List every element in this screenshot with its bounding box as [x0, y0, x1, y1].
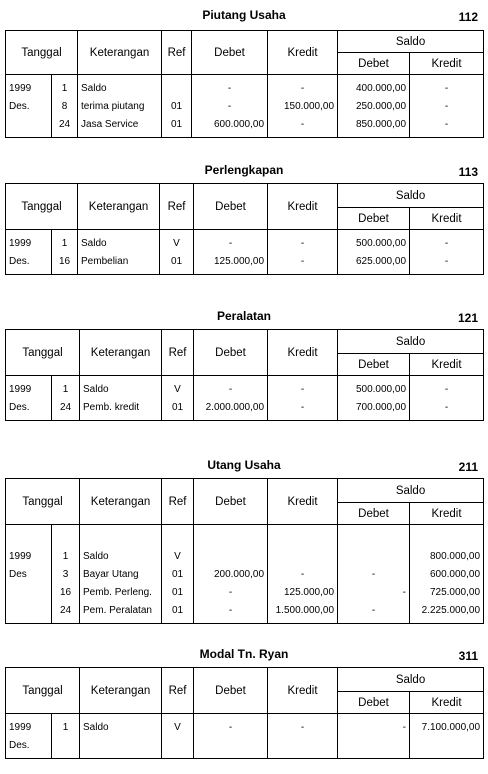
cell-desc: Bayar Utang	[80, 565, 162, 583]
cell-ref: 01	[162, 115, 192, 138]
ledger-section-piutang-usaha	[0, 8, 488, 158]
cell-kredit: 1.500.000,00	[268, 601, 338, 624]
cell-saldo-kredit: 600.000,00	[410, 565, 484, 583]
cell-kredit: -	[268, 565, 338, 583]
header-saldo-debet: Debet	[338, 354, 410, 376]
ledger-section-peralatan	[0, 309, 488, 429]
ledger-table	[5, 478, 484, 624]
account-number: 112	[458, 10, 478, 24]
cell-debet: -	[194, 230, 268, 253]
header-saldo-kredit: Kredit	[410, 354, 484, 376]
header-saldo: Saldo	[338, 31, 484, 53]
account-title: Modal Tn. Ryan	[199, 647, 289, 661]
account-title: Peralatan	[216, 309, 272, 323]
table-row	[6, 230, 484, 253]
header-ref: Ref	[162, 668, 194, 714]
cell-period: 1999	[6, 230, 52, 253]
cell-saldo-debet: -	[338, 714, 410, 737]
header-tanggal: Tanggal	[6, 479, 80, 525]
ledger-section-perlengkapan	[0, 163, 488, 283]
cell-kredit: 125.000,00	[268, 583, 338, 601]
cell-period: Des.	[6, 398, 52, 421]
header-saldo: Saldo	[338, 668, 484, 692]
cell-desc: Saldo	[80, 714, 162, 737]
table-row	[6, 525, 484, 548]
cell-saldo-debet: -	[338, 583, 410, 601]
cell-saldo-kredit: -	[410, 252, 484, 275]
cell-kredit: -	[268, 252, 338, 275]
cell-day: 24	[52, 115, 78, 138]
cell-kredit	[268, 525, 338, 548]
cell-debet: 125.000,00	[194, 252, 268, 275]
cell-debet: -	[194, 376, 268, 399]
table-row	[6, 97, 484, 115]
ledger-table	[5, 183, 484, 275]
header-keterangan: Keterangan	[80, 668, 162, 714]
cell-kredit: -	[268, 398, 338, 421]
cell-day	[52, 525, 80, 548]
cell-day: 16	[52, 583, 80, 601]
table-row	[6, 565, 484, 583]
cell-day: 24	[52, 601, 80, 624]
cell-saldo-kredit: 7.100.000,00	[410, 714, 484, 737]
ledger-table	[5, 30, 484, 138]
header-keterangan: Keterangan	[80, 330, 162, 376]
account-number: 121	[457, 311, 478, 325]
header-debet: Debet	[194, 479, 268, 525]
cell-saldo-kredit: 2.225.000,00	[410, 601, 484, 624]
cell-desc: Pem. Peralatan	[80, 601, 162, 624]
header-tanggal: Tanggal	[6, 184, 78, 230]
header-saldo-debet: Debet	[338, 208, 410, 230]
header-ref: Ref	[160, 184, 194, 230]
cell-ref	[162, 75, 192, 98]
cell-day: 1	[52, 75, 78, 98]
header-ref: Ref	[162, 31, 192, 75]
cell-debet	[194, 736, 268, 759]
cell-desc: Pemb. kredit	[80, 398, 162, 421]
ledger-table	[5, 329, 484, 421]
cell-debet	[194, 547, 268, 565]
cell-kredit: -	[268, 230, 338, 253]
table-row	[6, 398, 484, 421]
cell-desc: Saldo	[80, 547, 162, 565]
cell-saldo-debet: 400.000,00	[338, 75, 410, 98]
cell-debet: 2.000.000,00	[194, 398, 268, 421]
cell-kredit	[268, 736, 338, 759]
table-row	[6, 736, 484, 759]
cell-debet	[194, 525, 268, 548]
table-row	[6, 115, 484, 138]
cell-day: 1	[52, 230, 78, 253]
cell-saldo-kredit: -	[410, 376, 484, 399]
cell-saldo-debet: 500.000,00	[338, 230, 410, 253]
cell-saldo-kredit: -	[410, 230, 484, 253]
table-row	[6, 547, 484, 565]
cell-saldo-debet: 625.000,00	[338, 252, 410, 275]
cell-kredit: -	[268, 115, 338, 138]
header-kredit: Kredit	[268, 479, 338, 525]
cell-saldo-debet	[338, 525, 410, 548]
cell-day: 16	[52, 252, 78, 275]
header-keterangan: Keterangan	[78, 31, 162, 75]
header-tanggal: Tanggal	[6, 330, 80, 376]
cell-debet: 600.000,00	[192, 115, 268, 138]
cell-desc	[80, 736, 162, 759]
cell-period: 1999	[6, 75, 52, 98]
header-tanggal: Tanggal	[6, 31, 78, 75]
cell-saldo-kredit	[410, 736, 484, 759]
header-keterangan: Keterangan	[80, 479, 162, 525]
account-title: Utang Usaha	[207, 458, 281, 472]
cell-kredit: 150.000,00	[268, 97, 338, 115]
cell-period: Des	[6, 565, 52, 583]
account-number: 311	[458, 649, 478, 663]
ledger-section-modal-tn-ryan	[0, 647, 488, 772]
cell-desc: Saldo	[80, 376, 162, 399]
cell-day	[52, 736, 80, 759]
cell-debet: 200.000,00	[194, 565, 268, 583]
cell-day: 1	[52, 376, 80, 399]
cell-desc: Jasa Service	[78, 115, 162, 138]
cell-desc	[80, 525, 162, 548]
cell-period: Des.	[6, 252, 52, 275]
cell-saldo-debet: 850.000,00	[338, 115, 410, 138]
cell-day: 1	[52, 714, 80, 737]
cell-ref: V	[160, 230, 194, 253]
cell-ref: V	[162, 376, 194, 399]
cell-saldo-debet: 500.000,00	[338, 376, 410, 399]
header-ref: Ref	[162, 479, 194, 525]
header-keterangan: Keterangan	[78, 184, 160, 230]
cell-debet: -	[192, 97, 268, 115]
cell-day: 1	[52, 547, 80, 565]
cell-saldo-debet: 700.000,00	[338, 398, 410, 421]
cell-desc: Pembelian	[78, 252, 160, 275]
header-saldo: Saldo	[338, 330, 484, 354]
cell-ref: V	[162, 547, 194, 565]
cell-kredit	[268, 547, 338, 565]
table-row	[6, 583, 484, 601]
cell-ref: 01	[160, 252, 194, 275]
cell-ref: 01	[162, 565, 194, 583]
cell-saldo-kredit: -	[410, 115, 484, 138]
cell-kredit: -	[268, 714, 338, 737]
header-saldo-debet: Debet	[338, 53, 410, 75]
table-row	[6, 252, 484, 275]
cell-desc: Pemb. Perleng.	[80, 583, 162, 601]
header-saldo-debet: Debet	[338, 692, 410, 714]
header-saldo-kredit: Kredit	[410, 503, 484, 525]
cell-period: 1999	[6, 376, 52, 399]
cell-period	[6, 601, 52, 624]
cell-ref	[162, 736, 194, 759]
cell-saldo-kredit: -	[410, 75, 484, 98]
cell-ref	[162, 525, 194, 548]
cell-saldo-debet	[338, 736, 410, 759]
cell-kredit: -	[268, 75, 338, 98]
header-tanggal: Tanggal	[6, 668, 80, 714]
cell-day: 24	[52, 398, 80, 421]
cell-period	[6, 525, 52, 548]
cell-saldo-debet: -	[338, 565, 410, 583]
cell-saldo-kredit	[410, 525, 484, 548]
cell-saldo-kredit: -	[410, 398, 484, 421]
table-row	[6, 714, 484, 737]
header-ref: Ref	[162, 330, 194, 376]
table-row	[6, 376, 484, 399]
cell-saldo-debet	[338, 547, 410, 565]
header-kredit: Kredit	[268, 330, 338, 376]
cell-debet: -	[192, 75, 268, 98]
ledger-section-utang-usaha	[0, 458, 488, 628]
cell-ref: V	[162, 714, 194, 737]
cell-period: 1999	[6, 547, 52, 565]
header-debet: Debet	[194, 184, 268, 230]
cell-period	[6, 115, 52, 138]
header-kredit: Kredit	[268, 668, 338, 714]
header-kredit: Kredit	[268, 31, 338, 75]
header-kredit: Kredit	[268, 184, 338, 230]
cell-debet: -	[194, 601, 268, 624]
table-row	[6, 601, 484, 624]
header-saldo-debet: Debet	[338, 503, 410, 525]
cell-day: 3	[52, 565, 80, 583]
cell-saldo-kredit: -	[410, 97, 484, 115]
account-number: 113	[458, 165, 478, 179]
account-title: Piutang Usaha	[202, 8, 286, 22]
header-saldo: Saldo	[338, 184, 484, 208]
account-title: Perlengkapan	[204, 163, 284, 177]
cell-ref: 01	[162, 97, 192, 115]
cell-desc: Saldo	[78, 230, 160, 253]
cell-period	[6, 583, 52, 601]
cell-ref: 01	[162, 398, 194, 421]
header-debet: Debet	[192, 31, 268, 75]
header-saldo: Saldo	[338, 479, 484, 503]
cell-saldo-debet: 250.000,00	[338, 97, 410, 115]
cell-saldo-kredit: 725.000,00	[410, 583, 484, 601]
ledger-table	[5, 667, 484, 759]
cell-desc: terima piutang	[78, 97, 162, 115]
cell-kredit: -	[268, 376, 338, 399]
account-number: 211	[458, 460, 478, 474]
header-debet: Debet	[194, 330, 268, 376]
cell-debet: -	[194, 714, 268, 737]
cell-saldo-debet: -	[338, 601, 410, 624]
header-debet: Debet	[194, 668, 268, 714]
cell-period: 1999	[6, 714, 52, 737]
cell-period: Des.	[6, 736, 52, 759]
table-row	[6, 75, 484, 98]
header-saldo-kredit: Kredit	[410, 692, 484, 714]
header-saldo-kredit: Kredit	[410, 208, 484, 230]
cell-saldo-kredit: 800.000,00	[410, 547, 484, 565]
cell-day: 8	[52, 97, 78, 115]
cell-debet: -	[194, 583, 268, 601]
cell-ref: 01	[162, 583, 194, 601]
cell-ref: 01	[162, 601, 194, 624]
cell-period: Des.	[6, 97, 52, 115]
header-saldo-kredit: Kredit	[410, 53, 484, 75]
cell-desc: Saldo	[78, 75, 162, 98]
